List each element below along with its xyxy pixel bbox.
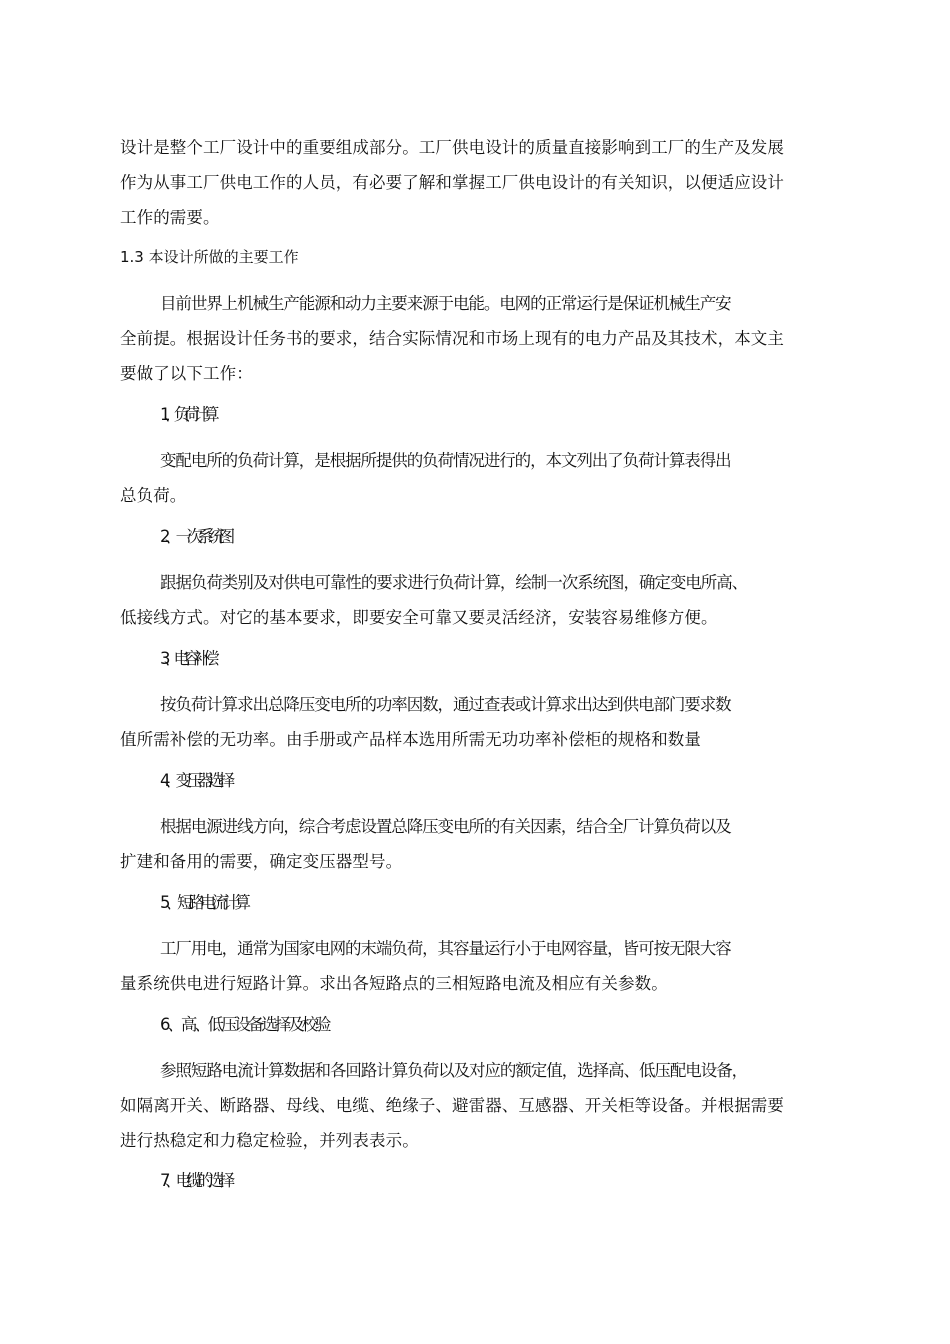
paragraph-line: 参照短路电流计算数据和各回路计算负荷以及对应的额定值，选择高、低压配电设备， xyxy=(160,1061,748,1080)
paragraph-line: 扩建和备用的需要，确定变压器型号。 xyxy=(120,852,403,871)
paragraph-line: 变配电所的负荷计算，是根据所提供的负荷情况进行的，本文列出了负荷计算表得出 xyxy=(160,451,731,470)
paragraph-line: 全前提。根据设计任务书的要求，结合实际情况和市场上现有的电力产品及其技术，本文主 xyxy=(120,329,784,348)
paragraph-line: 设计是整个工厂设计中的重要组成部分。工厂供电设计的质量直接影响到工厂的生产及发展 xyxy=(120,138,784,157)
paragraph-line: 总负荷。 xyxy=(120,486,187,505)
paragraph-line: 根据电源进线方向，综合考虑设置总降压变电所的有关因素，结合全厂计算负荷以及 xyxy=(160,817,731,836)
paragraph-line: 跟据负荷类别及对供电可靠性的要求进行负荷计算，绘制一次系统图，确定变电所高、 xyxy=(160,573,748,592)
paragraph-line: 工作的需要。 xyxy=(120,208,220,227)
list-item-heading: 2、一次系统图 xyxy=(160,527,230,546)
paragraph-line: 值所需补偿的无功率。由手册或产品样本选用所需无功功率补偿柜的规格和数量 xyxy=(120,730,701,749)
list-item-heading: 7、电缆的选择 xyxy=(160,1171,230,1190)
list-item-heading: 6、高、低压设备选择及校验 xyxy=(160,1015,329,1034)
list-item-heading: 1、负荷计算 xyxy=(160,405,213,424)
paragraph-line: 要做了以下工作： xyxy=(120,364,253,383)
paragraph-line: 目前世界上机械生产能源和动力主要来源于电能。电网的正常运行是保证机械生产安 xyxy=(160,294,731,313)
paragraph-line: 低接线方式。对它的基本要求，即要安全可靠又要灵活经济，安装容易维修方便。 xyxy=(120,608,718,627)
paragraph-line: 工厂用电，通常为国家电网的末端负荷，其容量运行小于电网容量，皆可按无限大容 xyxy=(160,939,731,958)
section-heading: 1.3 本设计所做的主要工作 xyxy=(120,248,299,266)
list-item-heading: 5、短路电流计算 xyxy=(160,893,246,912)
list-item-heading: 4、变压器选择 xyxy=(160,771,230,790)
paragraph-line: 按负荷计算求出总降压变电所的功率因数，通过查表或计算求出达到供电部门要求数 xyxy=(160,695,731,714)
paragraph-line: 进行热稳定和力稳定检验，并列表表示。 xyxy=(120,1131,419,1150)
paragraph-line: 如隔离开关、断路器、母线、电缆、绝缘子、避雷器、互感器、开关柜等设备。并根据需要 xyxy=(120,1096,784,1115)
paragraph-line: 量系统供电进行短路计算。求出各短路点的三相短路电流及相应有关参数。 xyxy=(120,974,668,993)
list-item-heading: 3、电容补偿 xyxy=(160,649,213,668)
paragraph-line: 作为从事工厂供电工作的人员，有必要了解和掌握工厂供电设计的有关知识，以便适应设计 xyxy=(120,173,784,192)
